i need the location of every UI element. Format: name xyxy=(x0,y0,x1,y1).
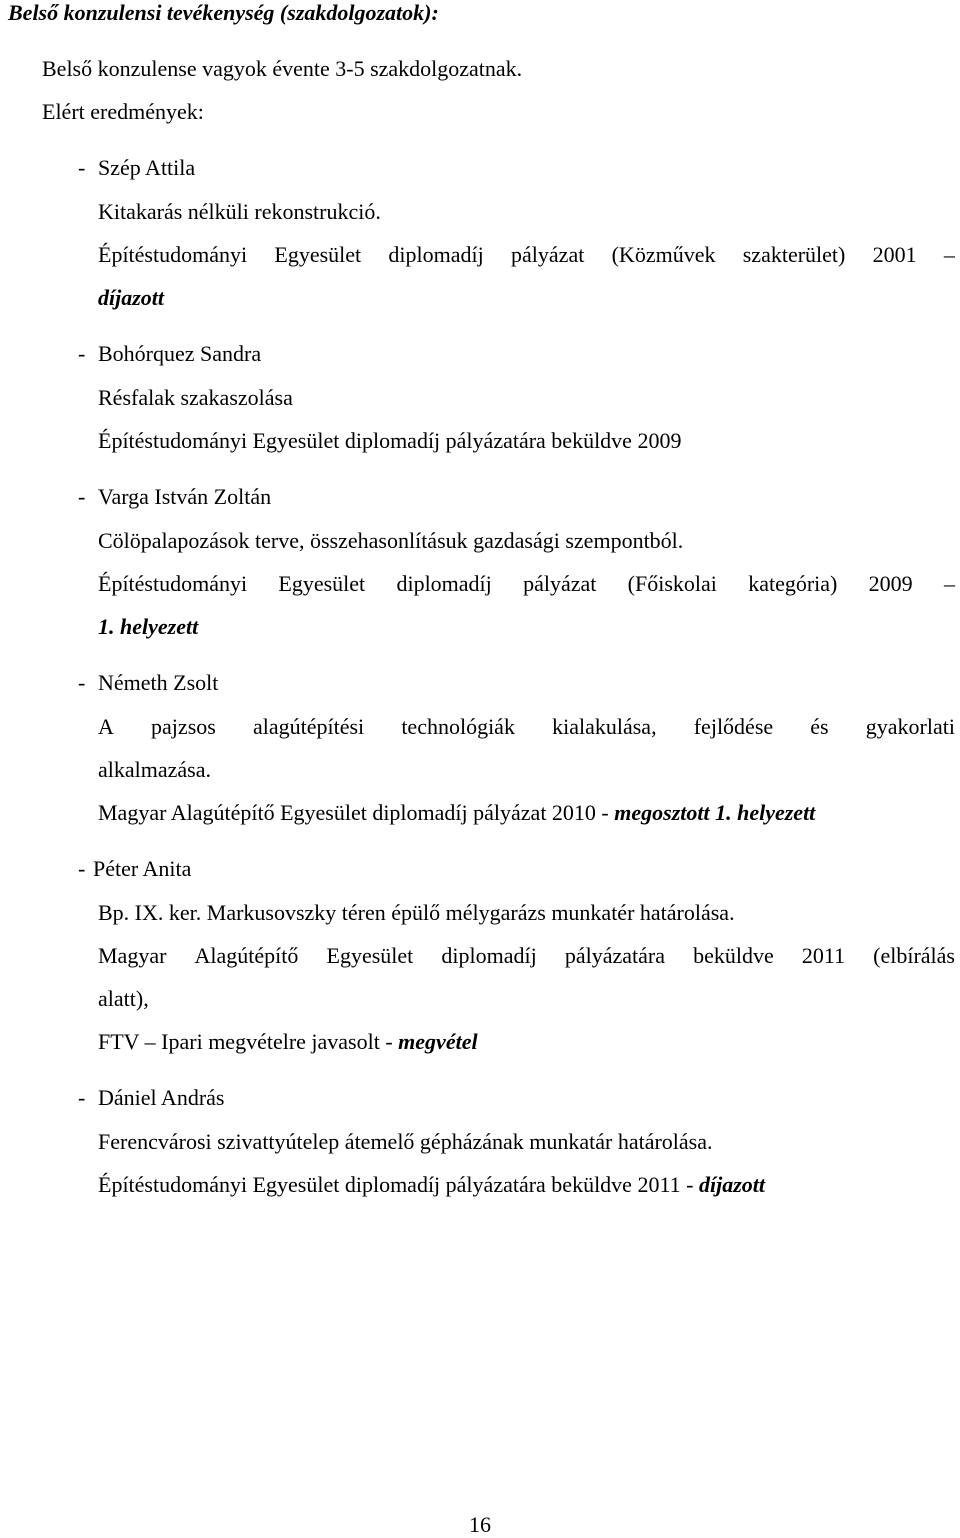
word: Építéstudományi xyxy=(98,571,248,596)
ftv-line xyxy=(98,1029,478,1055)
student-name: Németh Zsolt xyxy=(98,670,219,695)
ftv-text: FTV – Ipari megvételre javasolt - xyxy=(98,1029,399,1054)
word: kategória) xyxy=(748,571,838,596)
word: Egyesület xyxy=(278,571,366,596)
word: gyakorlati xyxy=(865,714,955,739)
word: és xyxy=(810,714,829,739)
word: Magyar xyxy=(98,943,167,968)
word: szakterület) xyxy=(742,242,846,267)
word: pályázatára xyxy=(564,943,665,968)
section-heading: Belső konzulensi tevékenység (szakdolgozatok): xyxy=(8,0,439,25)
word: diplomadíj xyxy=(388,242,484,267)
list-dash: - xyxy=(78,484,86,509)
word: fejlődése xyxy=(693,714,774,739)
word: Építéstudományi xyxy=(98,242,248,267)
word: diplomadíj xyxy=(396,571,492,596)
word: 2001 xyxy=(872,242,917,267)
thesis-title: Ferencvárosi szivattyútelep átemelő gépházának munkatár határolása. xyxy=(98,1129,713,1154)
thesis-title xyxy=(98,714,955,740)
award-line xyxy=(98,242,955,268)
word: (elbírálás xyxy=(873,943,955,968)
student-name: Bohórquez Sandra xyxy=(98,341,262,366)
word: alagútépítési xyxy=(252,714,365,739)
word: diplomadíj xyxy=(441,943,537,968)
award-result: 1. helyezett xyxy=(98,614,199,639)
page-number: 16 xyxy=(469,1512,491,1537)
list-dash: - xyxy=(78,1085,86,1110)
award-line xyxy=(98,1172,765,1198)
word: A xyxy=(98,714,114,739)
word: Alagútépítő xyxy=(194,943,299,968)
results-label: Elért eredmények: xyxy=(42,99,204,124)
thesis-title-cont: alkalmazása. xyxy=(98,757,211,782)
word: (Főiskolai xyxy=(627,571,717,596)
award-line: Építéstudományi Egyesület diplomadíj pályázatára beküldve 2009 xyxy=(98,428,682,453)
award-line xyxy=(98,943,955,969)
list-dash: - xyxy=(78,856,86,881)
award-line-cont: alatt), xyxy=(98,986,149,1011)
award-result: megosztott 1. helyezett xyxy=(614,800,816,825)
word: – xyxy=(943,242,955,267)
student-name: Szép Attila xyxy=(98,155,196,180)
word: 2011 xyxy=(801,943,846,968)
student-name: Péter Anita xyxy=(93,856,192,881)
award-result: díjazott xyxy=(98,285,165,310)
award-result: díjazott xyxy=(698,1172,765,1197)
word: pályázat xyxy=(523,571,597,596)
intro-text: Belső konzulense vagyok évente 3-5 szakdolgozatnak. xyxy=(42,56,523,81)
award-text: Magyar Alagútépítő Egyesület diplomadíj pályázat 2010 - xyxy=(98,800,615,825)
word: technológiák xyxy=(401,714,515,739)
word: beküldve xyxy=(693,943,774,968)
list-dash: - xyxy=(78,155,86,180)
word: Egyesület xyxy=(274,242,362,267)
word: kialakulása, xyxy=(552,714,657,739)
award-text: Építéstudományi Egyesület diplomadíj pályázatára beküldve 2011 - xyxy=(98,1172,699,1197)
word: Egyesület xyxy=(326,943,414,968)
thesis-title: Kitakarás nélküli rekonstrukció. xyxy=(98,199,381,224)
word: pályázat xyxy=(511,242,585,267)
thesis-title: Cölöpalapozások terve, összehasonlításuk gazdasági szempontból. xyxy=(98,528,684,553)
list-dash: - xyxy=(78,670,86,695)
award-line xyxy=(98,571,955,597)
word: (Közművek xyxy=(611,242,716,267)
thesis-title: Résfalak szakaszolása xyxy=(98,385,293,410)
award-line xyxy=(98,800,815,826)
word: pajzsos xyxy=(151,714,216,739)
list-dash: - xyxy=(78,341,86,366)
student-name: Varga István Zoltán xyxy=(98,484,272,509)
word: 2009 xyxy=(868,571,913,596)
student-name: Dániel András xyxy=(98,1085,225,1110)
word: – xyxy=(943,571,955,596)
ftv-result: megvétel xyxy=(398,1029,478,1054)
thesis-title: Bp. IX. ker. Markusovszky téren épülő mélygarázs munkatér határolása. xyxy=(98,900,735,925)
